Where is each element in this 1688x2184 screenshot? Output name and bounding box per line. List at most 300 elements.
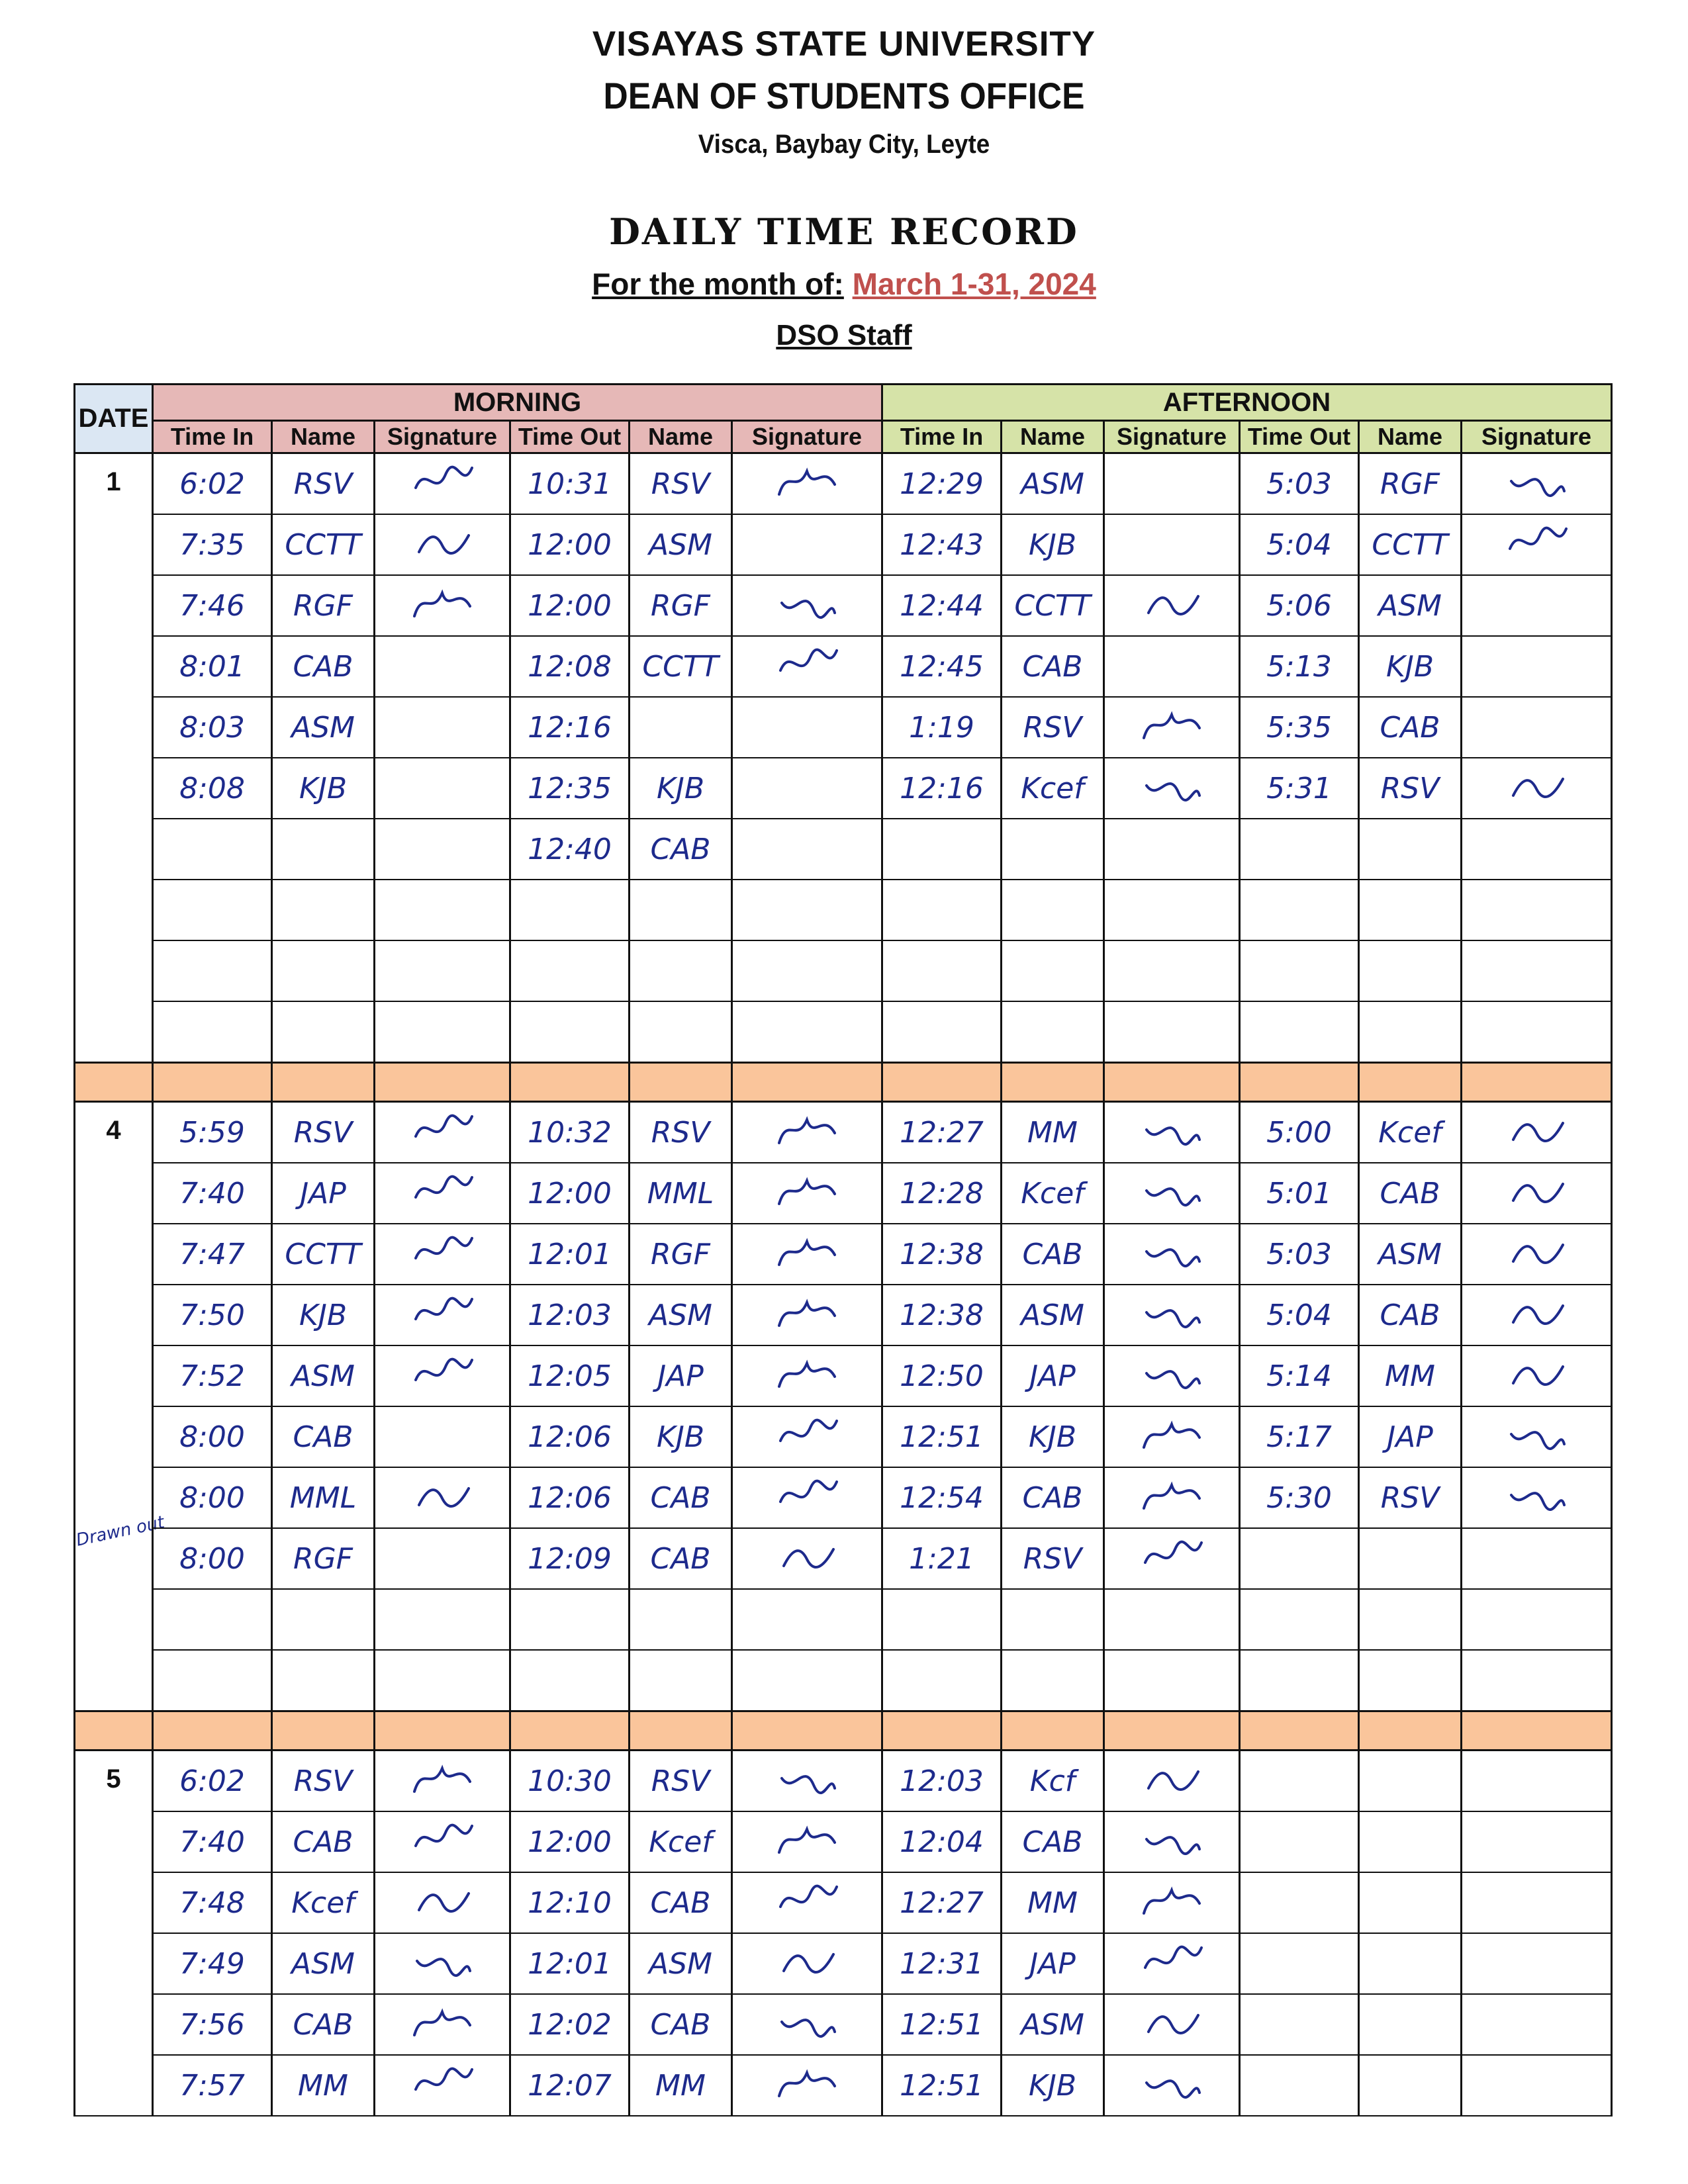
time-cell bbox=[882, 880, 1002, 940]
signature-cell bbox=[1462, 1467, 1612, 1528]
signature-cell bbox=[375, 1872, 510, 1933]
name-cell bbox=[1002, 940, 1104, 1001]
name-cell: CAB bbox=[630, 1467, 732, 1528]
name-cell bbox=[630, 697, 732, 758]
morning-time-in-header: Time In bbox=[153, 421, 272, 453]
handwritten-signature bbox=[409, 461, 475, 501]
time-record-table bbox=[73, 383, 1613, 2116]
name-cell: ASM bbox=[1002, 1994, 1104, 2055]
signature-cell bbox=[1462, 1811, 1612, 1872]
name-cell: CAB bbox=[630, 1872, 732, 1933]
name-cell: RGF bbox=[272, 1528, 375, 1589]
signature-cell bbox=[1462, 1589, 1612, 1650]
afternoon-time-out-header: Time Out bbox=[1240, 421, 1359, 453]
signature-cell bbox=[1104, 453, 1240, 515]
name-cell: MML bbox=[630, 1163, 732, 1224]
time-cell: 7:57 bbox=[153, 2055, 272, 2116]
signature-cell bbox=[1104, 758, 1240, 819]
name-cell bbox=[1359, 1001, 1462, 1063]
time-cell: 12:06 bbox=[510, 1467, 630, 1528]
time-cell: 12:50 bbox=[882, 1345, 1002, 1406]
signature-cell bbox=[1104, 1650, 1240, 1711]
time-cell: 5:04 bbox=[1240, 514, 1359, 575]
date-cell: 1 bbox=[75, 453, 153, 1063]
time-cell: 8:00 bbox=[153, 1467, 272, 1528]
separator-cell bbox=[630, 1711, 732, 1751]
name-cell: RGF bbox=[630, 1224, 732, 1285]
name-cell bbox=[1002, 1001, 1104, 1063]
handwritten-signature bbox=[1139, 1880, 1205, 1920]
handwritten-signature bbox=[774, 1941, 840, 1981]
table-row bbox=[75, 1001, 1612, 1063]
signature-cell bbox=[732, 1163, 882, 1224]
time-cell bbox=[510, 880, 630, 940]
time-cell bbox=[510, 1650, 630, 1711]
signature-cell bbox=[732, 1933, 882, 1994]
signature-cell bbox=[1104, 1163, 1240, 1224]
time-cell: 7:47 bbox=[153, 1224, 272, 1285]
name-cell: MM bbox=[1002, 1102, 1104, 1163]
table-row bbox=[75, 636, 1612, 697]
handwritten-signature bbox=[1139, 2002, 1205, 2042]
handwritten-signature bbox=[774, 1414, 840, 1454]
signature-cell bbox=[732, 940, 882, 1001]
signature-cell bbox=[375, 636, 510, 697]
time-cell: 5:14 bbox=[1240, 1345, 1359, 1406]
handwritten-signature bbox=[1503, 1414, 1570, 1454]
signature-cell bbox=[375, 1163, 510, 1224]
signature-cell bbox=[732, 1994, 882, 2055]
name-cell: RSV bbox=[630, 1751, 732, 1812]
time-cell: 12:51 bbox=[882, 1406, 1002, 1467]
handwritten-signature bbox=[1139, 766, 1205, 805]
table-row bbox=[75, 1345, 1612, 1406]
month-value: March 1-31, 2024 bbox=[852, 267, 1096, 301]
name-cell: CCTT bbox=[272, 1224, 375, 1285]
time-cell bbox=[153, 819, 272, 880]
afternoon-signature-header: Signature bbox=[1104, 421, 1240, 453]
name-cell: CAB bbox=[272, 1994, 375, 2055]
name-cell: RSV bbox=[272, 453, 375, 515]
signature-cell bbox=[375, 1406, 510, 1467]
time-cell: 12:28 bbox=[882, 1163, 1002, 1224]
time-cell bbox=[1240, 1933, 1359, 1994]
time-cell bbox=[510, 1001, 630, 1063]
time-cell: 5:31 bbox=[1240, 758, 1359, 819]
name-cell: CAB bbox=[272, 636, 375, 697]
signature-cell bbox=[1104, 636, 1240, 697]
name-cell: JAP bbox=[1359, 1406, 1462, 1467]
time-cell: 12:00 bbox=[510, 1811, 630, 1872]
university-name: VISAYAS STATE UNIVERSITY bbox=[592, 24, 1096, 64]
form-title: DAILY TIME RECORD bbox=[609, 210, 1079, 253]
name-cell: RGF bbox=[630, 575, 732, 636]
handwritten-signature bbox=[1139, 1475, 1205, 1515]
name-cell: MML bbox=[272, 1467, 375, 1528]
time-cell: 12:31 bbox=[882, 1933, 1002, 1994]
signature-cell bbox=[732, 697, 882, 758]
name-cell: CAB bbox=[1359, 697, 1462, 758]
afternoon-name-header: Name bbox=[1359, 421, 1462, 453]
separator-cell bbox=[882, 1063, 1002, 1102]
morning-time-out-header: Time Out bbox=[510, 421, 630, 453]
signature-cell bbox=[1104, 880, 1240, 940]
signature-cell bbox=[732, 880, 882, 940]
handwritten-signature bbox=[774, 2002, 840, 2042]
name-cell: ASM bbox=[1359, 575, 1462, 636]
name-cell: RSV bbox=[1002, 1528, 1104, 1589]
handwritten-signature bbox=[409, 1880, 475, 1920]
name-cell: KJB bbox=[630, 1406, 732, 1467]
name-cell: JAP bbox=[1002, 1345, 1104, 1406]
handwritten-signature bbox=[774, 1758, 840, 1798]
signature-cell bbox=[732, 575, 882, 636]
time-cell bbox=[1240, 1001, 1359, 1063]
handwritten-signature bbox=[774, 1353, 840, 1393]
name-cell: CCTT bbox=[1002, 575, 1104, 636]
morning-header: MORNING bbox=[153, 385, 882, 421]
signature-cell bbox=[1104, 1102, 1240, 1163]
time-cell: 12:01 bbox=[510, 1224, 630, 1285]
name-cell bbox=[630, 1001, 732, 1063]
handwritten-signature bbox=[774, 644, 840, 684]
handwritten-signature bbox=[774, 2063, 840, 2103]
time-cell: 12:44 bbox=[882, 575, 1002, 636]
name-cell bbox=[1359, 1933, 1462, 1994]
name-cell: CAB bbox=[1359, 1163, 1462, 1224]
time-cell: 7:56 bbox=[153, 1994, 272, 2055]
time-cell: 7:35 bbox=[153, 514, 272, 575]
name-cell: Kcef bbox=[1002, 758, 1104, 819]
name-cell: CCTT bbox=[630, 636, 732, 697]
time-cell: 12:09 bbox=[510, 1528, 630, 1589]
name-cell: ASM bbox=[1002, 1285, 1104, 1345]
time-cell: 8:00 bbox=[153, 1406, 272, 1467]
time-cell: 5:17 bbox=[1240, 1406, 1359, 1467]
name-cell: RSV bbox=[630, 1102, 732, 1163]
signature-cell bbox=[1104, 697, 1240, 758]
separator-cell bbox=[272, 1711, 375, 1751]
signature-cell bbox=[1104, 514, 1240, 575]
signature-cell bbox=[1462, 880, 1612, 940]
name-cell: MM bbox=[272, 2055, 375, 2116]
name-cell: CAB bbox=[630, 1994, 732, 2055]
name-cell bbox=[272, 940, 375, 1001]
name-cell bbox=[1359, 1872, 1462, 1933]
time-cell bbox=[510, 940, 630, 1001]
separator-cell bbox=[375, 1063, 510, 1102]
name-cell bbox=[630, 1650, 732, 1711]
signature-cell bbox=[375, 1751, 510, 1812]
time-cell bbox=[153, 1001, 272, 1063]
time-cell: 5:03 bbox=[1240, 1224, 1359, 1285]
time-cell: 12:06 bbox=[510, 1406, 630, 1467]
handwritten-signature bbox=[409, 1475, 475, 1515]
signature-cell bbox=[1462, 1528, 1612, 1589]
name-cell: CCTT bbox=[1359, 514, 1462, 575]
handwritten-signature bbox=[409, 2063, 475, 2103]
name-cell bbox=[272, 819, 375, 880]
separator-cell bbox=[272, 1063, 375, 1102]
table-row bbox=[75, 575, 1612, 636]
table-row bbox=[75, 453, 1612, 515]
name-cell: Kcef bbox=[1002, 1163, 1104, 1224]
separator-cell bbox=[75, 1063, 153, 1102]
time-cell: 7:40 bbox=[153, 1163, 272, 1224]
handwritten-signature bbox=[1139, 705, 1205, 745]
signature-cell bbox=[732, 453, 882, 515]
name-cell: RGF bbox=[1359, 453, 1462, 515]
time-cell: 5:03 bbox=[1240, 453, 1359, 515]
time-cell: 7:46 bbox=[153, 575, 272, 636]
separator-cell bbox=[1462, 1063, 1612, 1102]
separator-cell bbox=[732, 1711, 882, 1751]
signature-cell bbox=[1104, 1528, 1240, 1589]
handwritten-signature bbox=[1503, 1293, 1570, 1332]
table-row bbox=[75, 697, 1612, 758]
time-cell bbox=[153, 1589, 272, 1650]
signature-cell bbox=[1104, 1933, 1240, 1994]
handwritten-signature bbox=[409, 1171, 475, 1210]
afternoon-signature-header: Signature bbox=[1462, 421, 1612, 453]
handwritten-signature bbox=[774, 461, 840, 501]
morning-name-header: Name bbox=[630, 421, 732, 453]
separator-cell bbox=[510, 1063, 630, 1102]
handwritten-signature bbox=[1503, 522, 1570, 562]
name-cell: JAP bbox=[630, 1345, 732, 1406]
signature-cell bbox=[1462, 940, 1612, 1001]
signature-cell bbox=[375, 1224, 510, 1285]
separator-cell bbox=[882, 1711, 1002, 1751]
name-cell bbox=[272, 1001, 375, 1063]
handwritten-signature bbox=[409, 2002, 475, 2042]
time-cell: 5:04 bbox=[1240, 1285, 1359, 1345]
handwritten-signature bbox=[409, 583, 475, 623]
name-cell bbox=[272, 1650, 375, 1711]
name-cell bbox=[1002, 819, 1104, 880]
afternoon-name-header: Name bbox=[1002, 421, 1104, 453]
afternoon-header: AFTERNOON bbox=[882, 385, 1612, 421]
time-cell bbox=[882, 1589, 1002, 1650]
name-cell bbox=[630, 1589, 732, 1650]
time-cell: 12:51 bbox=[882, 1994, 1002, 2055]
time-cell: 12:03 bbox=[882, 1751, 1002, 1812]
name-cell: CAB bbox=[630, 819, 732, 880]
name-cell: RSV bbox=[1359, 1467, 1462, 1528]
signature-cell bbox=[375, 1345, 510, 1406]
name-cell bbox=[272, 880, 375, 940]
handwritten-signature bbox=[1139, 1232, 1205, 1271]
separator-cell bbox=[1462, 1711, 1612, 1751]
time-cell bbox=[153, 940, 272, 1001]
name-cell: MM bbox=[1359, 1345, 1462, 1406]
time-cell: 10:31 bbox=[510, 453, 630, 515]
time-cell bbox=[882, 1650, 1002, 1711]
signature-cell bbox=[1462, 1650, 1612, 1711]
name-cell: ASM bbox=[630, 514, 732, 575]
signature-cell bbox=[1104, 1872, 1240, 1933]
table-row bbox=[75, 1467, 1612, 1528]
separator-cell bbox=[375, 1711, 510, 1751]
time-cell: 1:19 bbox=[882, 697, 1002, 758]
time-cell: 6:02 bbox=[153, 1751, 272, 1812]
name-cell bbox=[1359, 940, 1462, 1001]
table-row bbox=[75, 1811, 1612, 1872]
separator-cell bbox=[1359, 1063, 1462, 1102]
name-cell: KJB bbox=[1359, 636, 1462, 697]
time-cell: 7:48 bbox=[153, 1872, 272, 1933]
signature-cell bbox=[375, 819, 510, 880]
table-row bbox=[75, 1589, 1612, 1650]
signature-cell bbox=[1462, 1933, 1612, 1994]
time-cell: 12:40 bbox=[510, 819, 630, 880]
signature-cell bbox=[732, 636, 882, 697]
name-cell: RSV bbox=[1359, 758, 1462, 819]
name-cell: RSV bbox=[630, 453, 732, 515]
separator-cell bbox=[630, 1063, 732, 1102]
separator-cell bbox=[1240, 1711, 1359, 1751]
handwritten-signature bbox=[1503, 1475, 1570, 1515]
table-row bbox=[75, 2055, 1612, 2116]
table-row bbox=[75, 1163, 1612, 1224]
handwritten-signature bbox=[1139, 1293, 1205, 1332]
handwritten-signature bbox=[1139, 1819, 1205, 1859]
column-header-row bbox=[75, 421, 1612, 453]
signature-cell bbox=[1462, 1751, 1612, 1812]
handwritten-signature bbox=[774, 1171, 840, 1210]
handwritten-signature bbox=[774, 1110, 840, 1150]
signature-cell bbox=[1462, 1102, 1612, 1163]
signature-cell bbox=[375, 1933, 510, 1994]
time-cell: 12:10 bbox=[510, 1872, 630, 1933]
office-address: Visca, Baybay City, Leyte bbox=[698, 130, 990, 159]
table-row bbox=[75, 819, 1612, 880]
day-separator bbox=[75, 1711, 1612, 1751]
signature-cell bbox=[375, 1467, 510, 1528]
signature-cell bbox=[1104, 1001, 1240, 1063]
table-row bbox=[75, 880, 1612, 940]
handwritten-signature bbox=[1503, 1171, 1570, 1210]
name-cell: Kcef bbox=[1359, 1102, 1462, 1163]
signature-cell bbox=[732, 1811, 882, 1872]
signature-cell bbox=[1462, 453, 1612, 515]
signature-cell bbox=[375, 758, 510, 819]
table-row bbox=[75, 758, 1612, 819]
name-cell: RSV bbox=[272, 1751, 375, 1812]
handwritten-signature bbox=[1139, 1758, 1205, 1798]
handwritten-signature bbox=[774, 1819, 840, 1859]
name-cell: ASM bbox=[1359, 1224, 1462, 1285]
signature-cell bbox=[732, 1751, 882, 1812]
signature-cell bbox=[375, 1589, 510, 1650]
handwritten-signature bbox=[1503, 766, 1570, 805]
time-cell bbox=[882, 1001, 1002, 1063]
signature-cell bbox=[1104, 819, 1240, 880]
name-cell bbox=[1002, 880, 1104, 940]
signature-cell bbox=[1462, 1001, 1612, 1063]
signature-cell bbox=[732, 1589, 882, 1650]
name-cell: CAB bbox=[1002, 1811, 1104, 1872]
separator-cell bbox=[1104, 1063, 1240, 1102]
name-cell: MM bbox=[630, 2055, 732, 2116]
name-cell: KJB bbox=[1002, 1406, 1104, 1467]
handwritten-signature bbox=[409, 1353, 475, 1393]
signature-cell bbox=[732, 1285, 882, 1345]
signature-cell bbox=[375, 880, 510, 940]
time-cell bbox=[1240, 819, 1359, 880]
time-cell bbox=[1240, 1872, 1359, 1933]
time-cell: 8:00 bbox=[153, 1528, 272, 1589]
signature-cell bbox=[732, 2055, 882, 2116]
signature-cell bbox=[1462, 1285, 1612, 1345]
time-cell: 10:32 bbox=[510, 1102, 630, 1163]
time-cell: 12:00 bbox=[510, 1163, 630, 1224]
month-label: For the month of: bbox=[592, 267, 844, 301]
separator-cell bbox=[732, 1063, 882, 1102]
separator-cell bbox=[153, 1711, 272, 1751]
handwritten-signature bbox=[1139, 1110, 1205, 1150]
name-cell: KJB bbox=[272, 758, 375, 819]
handwritten-signature bbox=[409, 1941, 475, 1981]
time-cell: 5:01 bbox=[1240, 1163, 1359, 1224]
name-cell: ASM bbox=[1002, 453, 1104, 515]
signature-cell bbox=[1462, 819, 1612, 880]
name-cell: CAB bbox=[272, 1406, 375, 1467]
morning-signature-header: Signature bbox=[732, 421, 882, 453]
name-cell: Kcf bbox=[1002, 1751, 1104, 1812]
name-cell: ASM bbox=[630, 1933, 732, 1994]
time-cell: 10:30 bbox=[510, 1751, 630, 1812]
signature-cell bbox=[375, 2055, 510, 2116]
signature-cell bbox=[1104, 1811, 1240, 1872]
handwritten-signature bbox=[409, 522, 475, 562]
handwritten-signature bbox=[409, 1232, 475, 1271]
time-cell: 5:00 bbox=[1240, 1102, 1359, 1163]
name-cell: CAB bbox=[1002, 1224, 1104, 1285]
time-cell: 12:54 bbox=[882, 1467, 1002, 1528]
time-cell bbox=[1240, 1528, 1359, 1589]
table-row bbox=[75, 1994, 1612, 2055]
table-row bbox=[75, 1751, 1612, 1812]
time-cell: 6:02 bbox=[153, 453, 272, 515]
month-line bbox=[0, 266, 1688, 302]
signature-cell bbox=[1104, 1589, 1240, 1650]
time-cell bbox=[1240, 880, 1359, 940]
signature-cell bbox=[1462, 1224, 1612, 1285]
table-row bbox=[75, 1528, 1612, 1589]
time-cell: 8:01 bbox=[153, 636, 272, 697]
time-cell: 12:45 bbox=[882, 636, 1002, 697]
signature-cell bbox=[1462, 1345, 1612, 1406]
signature-cell bbox=[732, 819, 882, 880]
name-cell bbox=[1359, 1811, 1462, 1872]
table-row bbox=[75, 1933, 1612, 1994]
date-cell: 5 bbox=[75, 1751, 153, 2116]
table-row bbox=[75, 514, 1612, 575]
time-cell: 12:00 bbox=[510, 514, 630, 575]
handwritten-signature bbox=[409, 1110, 475, 1150]
time-cell: 12:38 bbox=[882, 1285, 1002, 1345]
signature-cell bbox=[1104, 2055, 1240, 2116]
signature-cell bbox=[375, 1102, 510, 1163]
time-cell: 12:04 bbox=[882, 1811, 1002, 1872]
signature-cell bbox=[732, 1467, 882, 1528]
signature-cell bbox=[1462, 697, 1612, 758]
time-cell: 5:59 bbox=[153, 1102, 272, 1163]
handwritten-signature bbox=[1139, 1414, 1205, 1454]
signature-cell bbox=[1104, 1406, 1240, 1467]
time-cell: 5:13 bbox=[1240, 636, 1359, 697]
